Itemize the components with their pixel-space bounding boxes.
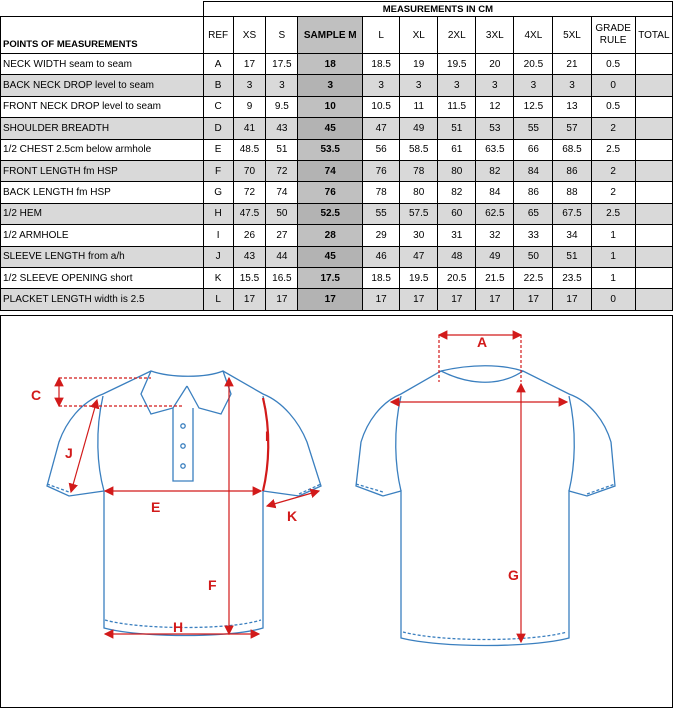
cell-x4: 50 [514,246,553,267]
cell-xs: 9 [233,96,266,117]
cell-xxl: 17 [438,289,476,310]
cell-xs: 26 [233,225,266,246]
cell-grade: 1 [591,225,635,246]
cell-xs: 72 [233,182,266,203]
cell-m: 28 [298,225,363,246]
cell-xxl: 80 [438,160,476,181]
label-e: E [151,499,161,515]
cell-x5: 67.5 [553,203,591,224]
cell-x4: 20.5 [514,54,553,75]
cell-total [635,182,672,203]
cell-xs: 41 [233,118,266,139]
cell-x5: 17 [553,289,591,310]
cell-xxl: 82 [438,182,476,203]
cell-xxxl: 21.5 [476,267,514,288]
cell-s: 16.5 [266,267,298,288]
cell-xs: 17 [233,54,266,75]
measurement-table [0,1,673,311]
label-h: H [173,619,184,635]
cell-xl: 78 [400,160,438,181]
cell-s: 72 [266,160,298,181]
cell-total [635,203,672,224]
cell-pom: 1/2 ARMHOLE [1,225,204,246]
col-s: S [266,17,298,54]
cell-l: 17 [363,289,400,310]
cell-x4: 55 [514,118,553,139]
cell-m: 45 [298,118,363,139]
cell-ref: G [203,182,233,203]
table-row [1,267,673,288]
col-l: L [363,17,400,54]
cell-l: 55 [363,203,400,224]
table-row [1,246,673,267]
cell-xxxl: 49 [476,246,514,267]
cell-ref: D [203,118,233,139]
table-row [1,225,673,246]
cell-x4: 86 [514,182,553,203]
label-j: J [65,445,73,461]
cell-xxl: 51 [438,118,476,139]
cell-pom: BACK NECK DROP level to seam [1,75,204,96]
label-g: G [508,567,519,583]
cell-total [635,289,672,310]
cell-x4: 65 [514,203,553,224]
cell-x4: 33 [514,225,553,246]
cell-m: 74 [298,160,363,181]
cell-xxl: 31 [438,225,476,246]
cell-grade: 2 [591,182,635,203]
label-k: K [287,508,298,524]
cell-xs: 70 [233,160,266,181]
col-4xl: 4XL [514,17,553,54]
col-sample-m: SAMPLE M [298,17,363,54]
cell-total [635,225,672,246]
cell-grade: 1 [591,267,635,288]
pom-header: POINTS OF MEASUREMENTS [1,17,204,54]
cell-s: 74 [266,182,298,203]
cell-l: 10.5 [363,96,400,117]
cell-l: 46 [363,246,400,267]
cell-pom: 1/2 CHEST 2.5cm below armhole [1,139,204,160]
cell-total [635,118,672,139]
cell-grade: 0.5 [591,96,635,117]
cell-pom: FRONT LENGTH fm HSP [1,160,204,181]
cell-xs: 17 [233,289,266,310]
cell-s: 50 [266,203,298,224]
cell-grade: 0.5 [591,54,635,75]
cell-ref: B [203,75,233,96]
cell-xxxl: 20 [476,54,514,75]
cell-x5: 34 [553,225,591,246]
cell-grade: 0 [591,75,635,96]
cell-ref: I [203,225,233,246]
cell-xl: 19.5 [400,267,438,288]
cell-m: 3 [298,75,363,96]
cell-xs: 47.5 [233,203,266,224]
cell-x5: 51 [553,246,591,267]
label-i: I [265,428,269,444]
cell-l: 3 [363,75,400,96]
cell-xl: 80 [400,182,438,203]
cell-l: 78 [363,182,400,203]
header-blank [1,2,204,17]
table-row [1,96,673,117]
cell-x4: 22.5 [514,267,553,288]
table-row [1,75,673,96]
cell-xxxl: 84 [476,182,514,203]
cell-s: 3 [266,75,298,96]
cell-grade: 2.5 [591,139,635,160]
cell-total [635,267,672,288]
measurements-group-title: MEASUREMENTS IN CM [203,2,672,17]
label-c: C [31,387,42,403]
cell-x5: 13 [553,96,591,117]
garment-diagram [0,315,673,708]
col-total: TOTAL [635,17,672,54]
measure-lines [59,335,567,642]
table-row [1,139,673,160]
cell-xxxl: 17 [476,289,514,310]
cell-m: 52.5 [298,203,363,224]
cell-m: 17 [298,289,363,310]
cell-total [635,54,672,75]
cell-xs: 3 [233,75,266,96]
cell-m: 10 [298,96,363,117]
label-a: A [477,334,488,350]
cell-m: 53.5 [298,139,363,160]
cell-xxl: 11.5 [438,96,476,117]
cell-x5: 23.5 [553,267,591,288]
cell-s: 17.5 [266,54,298,75]
cell-xl: 58.5 [400,139,438,160]
cell-x5: 86 [553,160,591,181]
col-5xl: 5XL [553,17,591,54]
cell-l: 29 [363,225,400,246]
cell-ref: E [203,139,233,160]
cell-ref: H [203,203,233,224]
cell-l: 56 [363,139,400,160]
cell-l: 76 [363,160,400,181]
cell-xxl: 60 [438,203,476,224]
cell-xs: 15.5 [233,267,266,288]
cell-pom: SLEEVE LENGTH from a/h [1,246,204,267]
cell-xs: 48.5 [233,139,266,160]
cell-xxxl: 53 [476,118,514,139]
cell-x4: 84 [514,160,553,181]
cell-total [635,75,672,96]
table-row [1,203,673,224]
cell-xl: 19 [400,54,438,75]
cell-l: 18.5 [363,54,400,75]
cell-total [635,96,672,117]
col-2xl: 2XL [438,17,476,54]
cell-l: 18.5 [363,267,400,288]
cell-xl: 3 [400,75,438,96]
cell-m: 76 [298,182,363,203]
table-row [1,182,673,203]
cell-xxl: 61 [438,139,476,160]
cell-xxl: 48 [438,246,476,267]
cell-grade: 0 [591,289,635,310]
cell-s: 44 [266,246,298,267]
cell-grade: 2 [591,118,635,139]
cell-xxxl: 12 [476,96,514,117]
cell-m: 45 [298,246,363,267]
cell-ref: J [203,246,233,267]
cell-x4: 3 [514,75,553,96]
cell-x4: 66 [514,139,553,160]
cell-x5: 3 [553,75,591,96]
cell-pom: 1/2 SLEEVE OPENING short [1,267,204,288]
col-grade-rule: GRADE RULE [591,17,635,54]
cell-xl: 49 [400,118,438,139]
col-xl: XL [400,17,438,54]
cell-xxl: 19.5 [438,54,476,75]
cell-xxxl: 32 [476,225,514,246]
cell-pom: SHOULDER BREADTH [1,118,204,139]
cell-ref: K [203,267,233,288]
polo-sketch [1,316,674,709]
cell-xxl: 3 [438,75,476,96]
cell-xxxl: 63.5 [476,139,514,160]
col-xs: XS [233,17,266,54]
col-ref: REF [203,17,233,54]
cell-m: 18 [298,54,363,75]
table-row [1,54,673,75]
cell-grade: 2.5 [591,203,635,224]
cell-x5: 88 [553,182,591,203]
cell-ref: A [203,54,233,75]
cell-x5: 21 [553,54,591,75]
cell-x4: 17 [514,289,553,310]
cell-l: 47 [363,118,400,139]
front-polo [47,371,321,636]
cell-xl: 47 [400,246,438,267]
cell-s: 27 [266,225,298,246]
col-3xl: 3XL [476,17,514,54]
cell-s: 9.5 [266,96,298,117]
cell-s: 43 [266,118,298,139]
cell-pom: BACK LENGTH fm HSP [1,182,204,203]
cell-total [635,139,672,160]
cell-x5: 68.5 [553,139,591,160]
cell-grade: 1 [591,246,635,267]
cell-xxl: 20.5 [438,267,476,288]
cell-xxxl: 82 [476,160,514,181]
cell-x4: 12.5 [514,96,553,117]
cell-ref: C [203,96,233,117]
label-f: F [208,577,217,593]
cell-pom: FRONT NECK DROP level to seam [1,96,204,117]
cell-s: 17 [266,289,298,310]
cell-ref: L [203,289,233,310]
cell-xl: 57.5 [400,203,438,224]
cell-m: 17.5 [298,267,363,288]
cell-pom: NECK WIDTH seam to seam [1,54,204,75]
cell-x5: 57 [553,118,591,139]
cell-xl: 30 [400,225,438,246]
cell-grade: 2 [591,160,635,181]
cell-pom: PLACKET LENGTH width is 2.5 [1,289,204,310]
cell-total [635,160,672,181]
cell-xxxl: 62.5 [476,203,514,224]
back-polo [356,366,615,646]
cell-s: 51 [266,139,298,160]
cell-xl: 11 [400,96,438,117]
cell-xs: 43 [233,246,266,267]
cell-pom: 1/2 HEM [1,203,204,224]
table-row [1,160,673,181]
cell-total [635,246,672,267]
table-row [1,289,673,310]
cell-xl: 17 [400,289,438,310]
table-row [1,118,673,139]
cell-xxxl: 3 [476,75,514,96]
cell-ref: F [203,160,233,181]
